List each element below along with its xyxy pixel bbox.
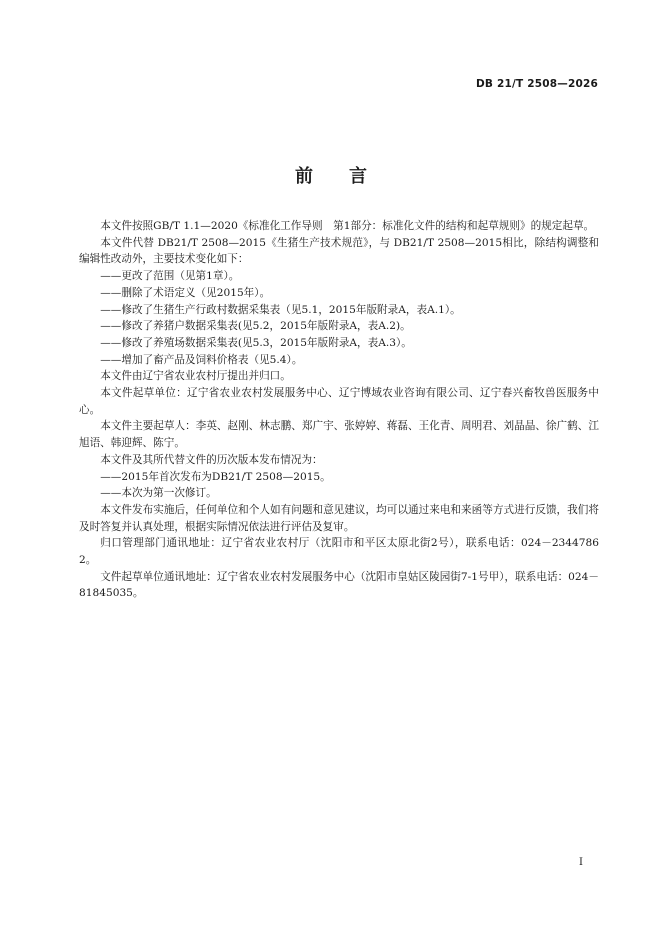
paragraph-history-intro: 本文件及其所代替文件的历次版本发布情况为： [100, 453, 323, 466]
change-item-terms: ——删除了术语定义（见2015年）。 [100, 286, 271, 299]
history-item-first-release: ——2015年首次发布为DB21/T 2508—2015。 [100, 470, 331, 483]
page-title: 前 言 [295, 166, 367, 187]
change-item-price-table: ——增加了畜产品及饲料价格表（见5.4）。 [100, 353, 303, 366]
foreword-body [79, 218, 599, 602]
paragraph-proposer: 本文件由辽宁省农业农村厅提出并归口。 [100, 370, 291, 383]
change-item-farmer-table: ——修改了养猪户数据采集表(见5.2，2015年版附录A，表A.2)。 [100, 320, 411, 333]
paragraph-drafter-address: 文件起草单位通讯地址：辽宁省农业农村发展服务中心（沈阳市皇姑区陵园街7-1号甲），联系电话：024－81845035。 [79, 570, 599, 600]
paragraph-drafters: 本文件主要起草人：李英、赵刚、林志鹏、郑广宇、张婷婷、蒋磊、王化青、周明君、刘晶晶、徐广鹤、江旭语、韩迎辉、陈宁。 [79, 420, 599, 450]
history-item-revision: ——本次为第一次修订。 [100, 487, 217, 500]
page-number: I [579, 857, 583, 868]
change-item-village-table: ——修改了生猪生产行政村数据采集表（见5.1，2015年版附录A，表A.1）。 [100, 303, 461, 316]
paragraph-replacement: 本文件代替 DB21/T 2508—2015《生猪生产技术规范》，与 DB21/T 2508—2015相比，除结构调整和编辑性改动外，主要技术变化如下： [79, 236, 599, 266]
paragraph-gb-reference: 本文件按照GB/T 1.1—2020《标准化工作导则 第1部分：标准化文件的结构和起草规则》的规定起草。 [100, 220, 595, 232]
paragraph-feedback: 本文件发布实施后，任何单位和个人如有问题和意见建议，均可以通过来电和来函等方式进行反馈，我们将及时答复并认真处理，根据实际情况依法进行评估及复审。 [79, 503, 599, 533]
document-code: DB 21/T 2508—2026 [476, 78, 598, 90]
paragraph-admin-address: 归口管理部门通讯地址：辽宁省农业农村厅（沈阳市和平区太原北街2号），联系电话：024－23447862。 [79, 537, 599, 567]
change-item-farm-table: ——修改了养殖场数据采集表(见5.3，2015年版附录A，表A.3）。 [100, 336, 412, 349]
change-item-scope: ——更改了范围（见第1章）。 [100, 270, 240, 283]
paragraph-drafting-units: 本文件起草单位：辽宁省农业农村发展服务中心、辽宁博域农业咨询有限公司、辽宁春兴畜牧兽医服务中心。 [79, 387, 599, 416]
